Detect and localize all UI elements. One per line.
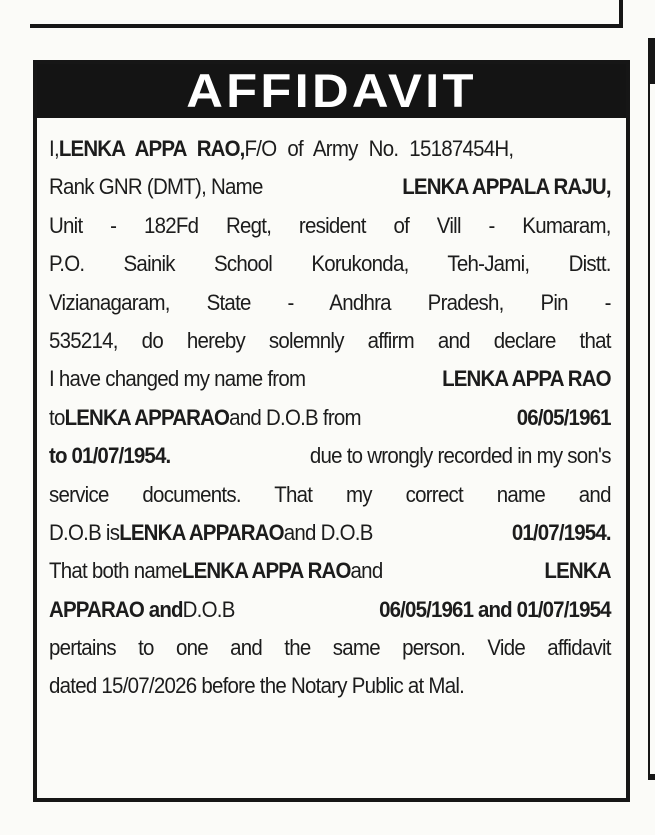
body-line: pertains to one and the same person. Vide affidavit — [49, 635, 611, 661]
previous-notice-border — [30, 0, 623, 28]
body-line: service documents. That my correct name and — [49, 481, 611, 507]
body-line: Unit - 182Fd Regt, resident of Vill - Kumaram, — [49, 212, 611, 238]
body-line: D.O.B isLENKA APPARAOand D.O.B 01/07/1954. — [49, 519, 611, 545]
body-line: Vizianagaram, State - Andhra Pradesh, Pin - — [49, 289, 611, 315]
body-line: dated 15/07/2026 before the Notary Public at Mal. — [49, 673, 465, 699]
body-line: APPARAO andD.O.B 06/05/1961 and 01/07/1954 — [49, 596, 611, 622]
body-line: toLENKA APPARAOand D.O.B from 06/05/1961 — [49, 404, 611, 430]
body-line: Rank GNR (DMT), Name LENKA APPALA RAJU, — [49, 174, 611, 200]
affidavit-header — [37, 64, 626, 118]
body-line: to 01/07/1954. due to wrongly recorded in my son's — [49, 443, 611, 469]
body-line: I have changed my name from LENKA APPA RAO — [49, 366, 611, 392]
body-line: P.O. Sainik School Korukonda, Teh-Jami, Distt. — [49, 251, 611, 277]
affidavit-notice — [33, 60, 630, 802]
affidavit-title: AFFIDAVIT — [186, 64, 477, 117]
body-line: I,LENKA APPA RAO,F/O of Army No. 15187454H, — [49, 136, 514, 161]
affidavit-body — [49, 130, 611, 706]
body-line: 535214, do hereby solemnly affirm and declare that — [49, 327, 611, 353]
body-line: That both nameLENKA APPA RAOand LENKA — [49, 558, 611, 584]
